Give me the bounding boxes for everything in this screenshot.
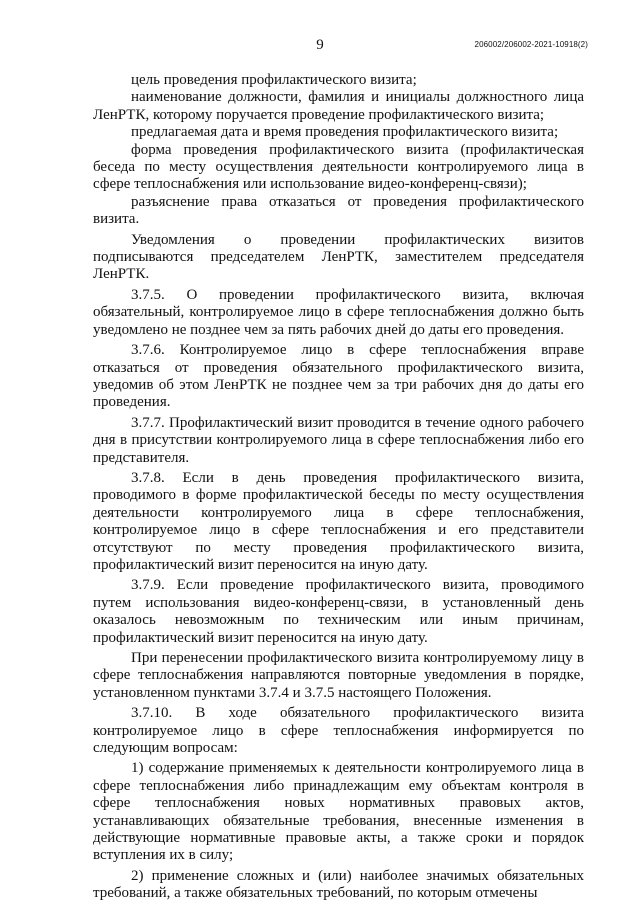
paragraph: 3.7.9. Если проведение профилактического визита, проводимого путем использования видео-конференц-связи, в установленный день оказалось невозможным по техническим или иным причинам, профилактический визит переносится на иную дату. [93, 577, 584, 646]
paragraph: цель проведения профилактического визита; [131, 72, 417, 88]
page-number: 9 [316, 37, 324, 53]
paragraph: 3.7.8. Если в день проведения профилактического визита, проводимого в форме профилактической беседы по месту осуществления деятельности контролируемого лица в сфере теплоснабжения, контролируемое лицо в сфере теплоснабжения и его представители отсутствуют по месту проведения профилактического визита, профилактический визит переносится на иную дату. [93, 469, 584, 573]
document-body [93, 72, 584, 903]
paragraph: предлагаемая дата и время проведения профилактического визита; [131, 124, 559, 141]
paragraph: 1) содержание применяемых к деятельности контролируемого лица в сфере теплоснабжения либо принадлежащим ему объектам контроля в сфере теплоснабжения новых нормативных правовых актов, устанавливающих обязательные требования, внесенные изменения в действующие нормативные правовые акты, а также сроки и порядок вступления их в силу; [93, 760, 584, 864]
paragraph: Уведомления о проведении профилактических визитов подписываются председателем ЛенРТК, заместителем председателя ЛенРТК. [93, 231, 584, 283]
paragraph: разъяснение права отказаться от проведения профилактического визита. [93, 193, 584, 228]
paragraph: форма проведения профилактического визита (профилактическая беседа по месту осуществления деятельности контролируемого лица в сфере теплоснабжения или использование видео-конференц-связи); [93, 141, 584, 193]
paragraph: При перенесении профилактического визита контролируемому лицу в сфере теплоснабжения направляются повторные уведомления в порядке, установленном пунктами 3.7.4 и 3.7.5 настоящего Положения. [93, 650, 584, 701]
paragraph: 3.7.10. В ходе обязательного профилактического визита контролируемое лицо в сфере теплоснабжения информируется по следующим вопросам: [93, 705, 584, 757]
paragraph: 3.7.6. Контролируемое лицо в сфере теплоснабжения вправе отказаться от проведения обязательного профилактического визита, уведомив об этом ЛенРТК не позднее чем за три рабочих дня до даты его проведения. [93, 342, 584, 411]
paragraph: 3.7.5. О проведении профилактического визита, включая обязательный, контролируемое лицо в сфере теплоснабжения должно быть уведомлено не позднее чем за пять рабочих дней до даты его проведения. [93, 286, 584, 338]
paragraph: 2) применение сложных и (или) наиболее значимых обязательных требований, а также обязательных требований, по которым отмечены [93, 867, 584, 902]
paragraph: наименование должности, фамилия и инициалы должностного лица ЛенРТК, которому поручается проведение профилактического визита; [93, 89, 584, 123]
document-code: 206002/206002-2021-10918(2) [474, 40, 588, 49]
paragraph: 3.7.7. Профилактический визит проводится в течение одного рабочего дня в присутствии контролируемого лица в сфере теплоснабжения либо его представителя. [93, 414, 584, 466]
